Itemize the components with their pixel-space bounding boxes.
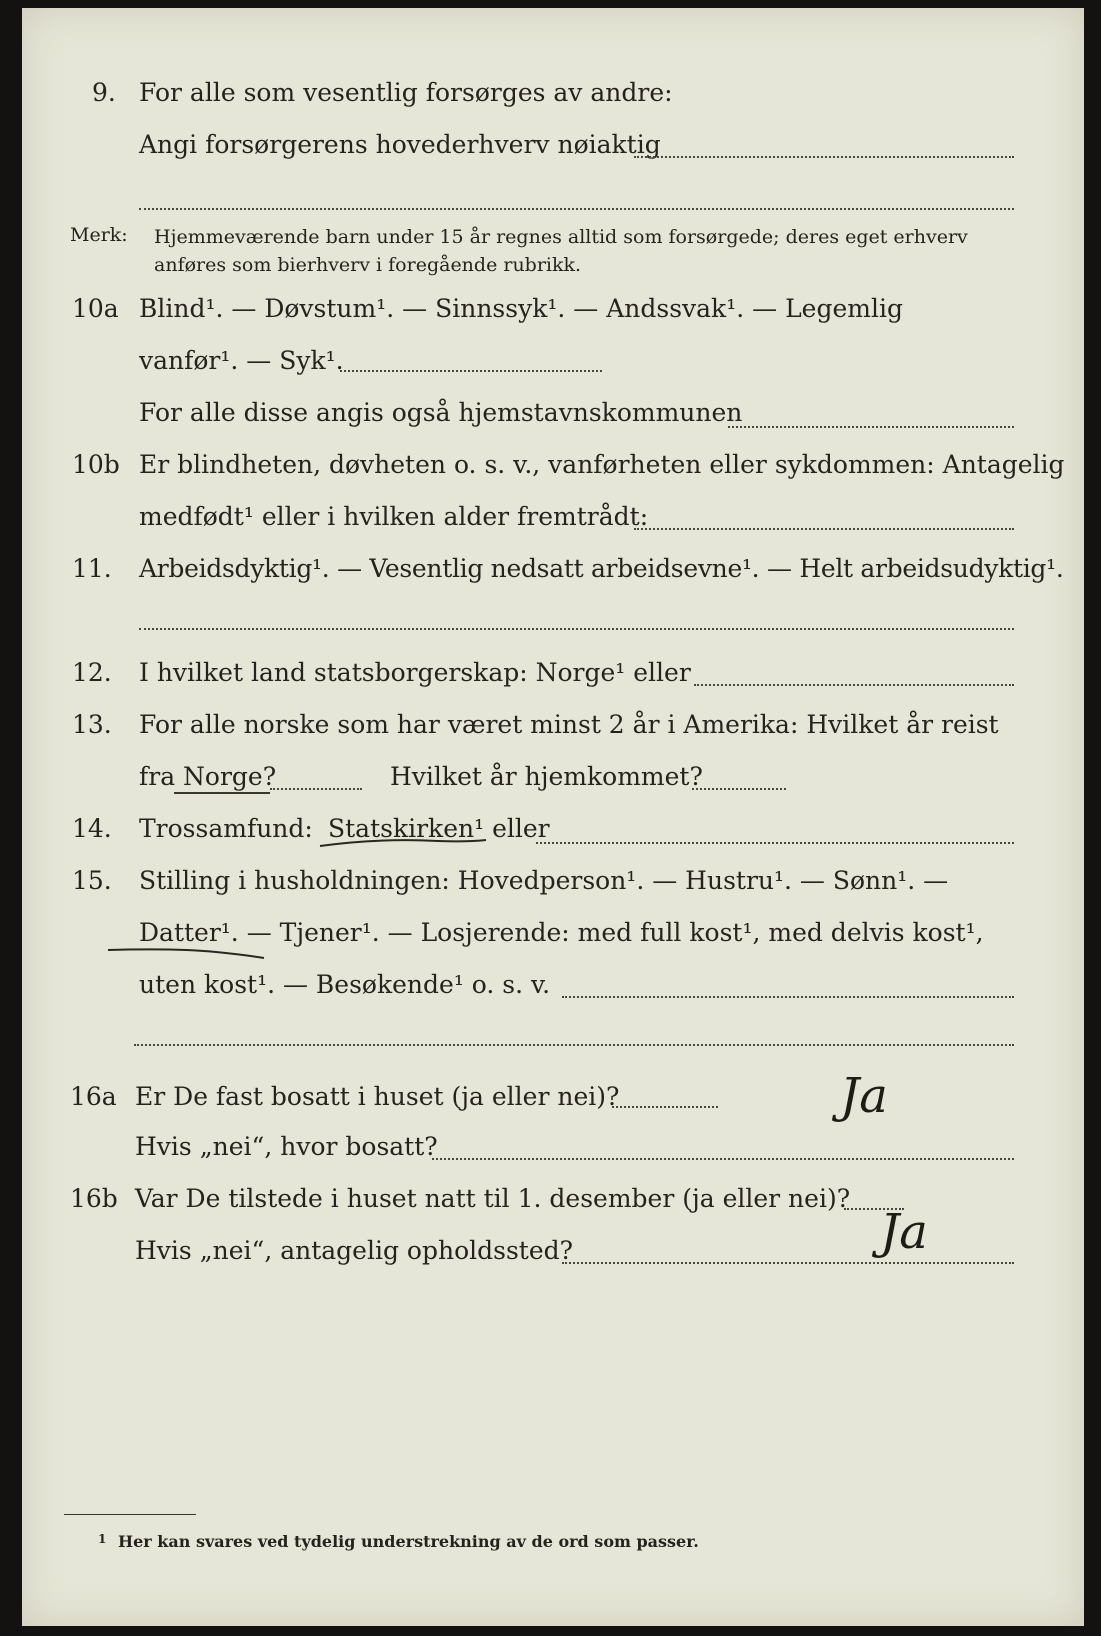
q9-number: 9. [92,78,116,107]
q11-answer-line[interactable] [139,628,1014,630]
q10a-text-line2: vanfør¹. — Syk¹. [139,346,344,375]
q13-departure-answer-line[interactable] [270,788,362,790]
census-form-page [22,8,1084,1626]
q12-text-line1: I hvilket land statsborgerskap: Norge¹ eller [139,658,691,687]
q11-number: 11. [72,554,112,583]
q16a-number: 16a [70,1082,117,1111]
q15-text-line2: Datter¹. — Tjener¹. — Losjerende: med full kost¹, med delvis kost¹, [139,918,984,947]
q9-answer-line-2[interactable] [139,208,1014,210]
q16a-residence-answer-line[interactable] [432,1158,1014,1160]
q15-text-line1: Stilling i husholdningen: Hovedperson¹. — Hustru¹. — Sønn¹. — [139,866,949,895]
q10b-number: 10b [72,450,120,479]
q10a-sick-answer-line[interactable] [340,370,602,372]
q15-text-line3: uten kost¹. — Besøkende¹ o. s. v. [139,970,551,999]
q13-return-answer-line[interactable] [692,788,786,790]
q16b-number: 16b [70,1184,118,1213]
q12-answer-line[interactable] [694,684,1014,686]
q14-text-line1b: Statskirken¹ eller [328,814,550,843]
merk-text-line2: anføres som bierhverv i foregående rubrikk. [154,254,582,276]
q9-text-line2: Angi forsørgerens hovederhverv nøiaktig [139,130,661,159]
footnote-mark: 1 [98,1532,107,1546]
q16b-whereabouts-answer-line[interactable] [562,1262,1014,1264]
q10b-text-line2: medfødt¹ eller i hvilken alder fremtrådt: [139,502,649,531]
q10b-text-line1: Er blindheten, døvheten o. s. v., vanførheten eller sykdommen: Antagelig [139,450,1065,479]
q16b-handwritten-answer: Ja [880,1204,928,1260]
q16a-handwritten-answer: Ja [840,1068,888,1124]
q10b-answer-line[interactable] [634,528,1014,530]
q14-number: 14. [72,814,112,843]
q11-text-line1: Arbeidsdyktig¹. — Vesentlig nedsatt arbeidsevne¹. — Helt arbeidsudyktig¹. [139,554,1064,583]
footnote-rule [64,1514,196,1515]
q15-answer-line[interactable] [562,996,1014,998]
q15-answer-line-2[interactable] [134,1044,1014,1046]
q14-answer-line[interactable] [536,842,1014,844]
merk-text-line1: Hjemmeværende barn under 15 år regnes alltid som forsørgede; deres eget erhverv [154,226,968,248]
merk-label: Merk: [70,224,128,246]
q13-number: 13. [72,710,112,739]
q10a-number: 10a [72,294,119,323]
q10a-municipality-answer-line[interactable] [728,426,1014,428]
q10a-text-line3: For alle disse angis også hjemstavnskommunen [139,398,743,427]
q15-datter-handwritten-underline [106,946,266,960]
q16a-answer-line[interactable] [612,1106,718,1108]
q16a-text-line2: Hvis „nei“, hvor bosatt? [135,1132,438,1161]
q16b-text-line2: Hvis „nei“, antagelig opholdssted? [135,1236,574,1265]
q15-number: 15. [72,866,112,895]
q9-text-line1: For alle som vesentlig forsørges av andre: [139,78,673,107]
q13-text-line1: For alle norske som har været minst 2 år i Amerika: Hvilket år reist [139,710,999,739]
q13-text-line2b: Hvilket år hjemkommet? [390,762,703,791]
q14-statskirken-handwritten-underline [318,836,488,850]
q16b-text-line1: Var De tilstede i huset natt til 1. desember (ja eller nei)? [135,1184,851,1213]
footnote-text: Her kan svares ved tydelig understrekning av de ord som passer. [118,1532,699,1551]
q10a-text-line1: Blind¹. — Døvstum¹. — Sinnssyk¹. — Andssvak¹. — Legemlig [139,294,903,323]
q13-text-line2a: fra Norge? [139,762,277,791]
q12-number: 12. [72,658,112,687]
q13-norge-underline [174,792,270,794]
q9-answer-line[interactable] [634,156,1014,158]
q16a-text-line1: Er De fast bosatt i huset (ja eller nei)? [135,1082,620,1111]
q14-text-line1a: Trossamfund: [139,814,313,843]
